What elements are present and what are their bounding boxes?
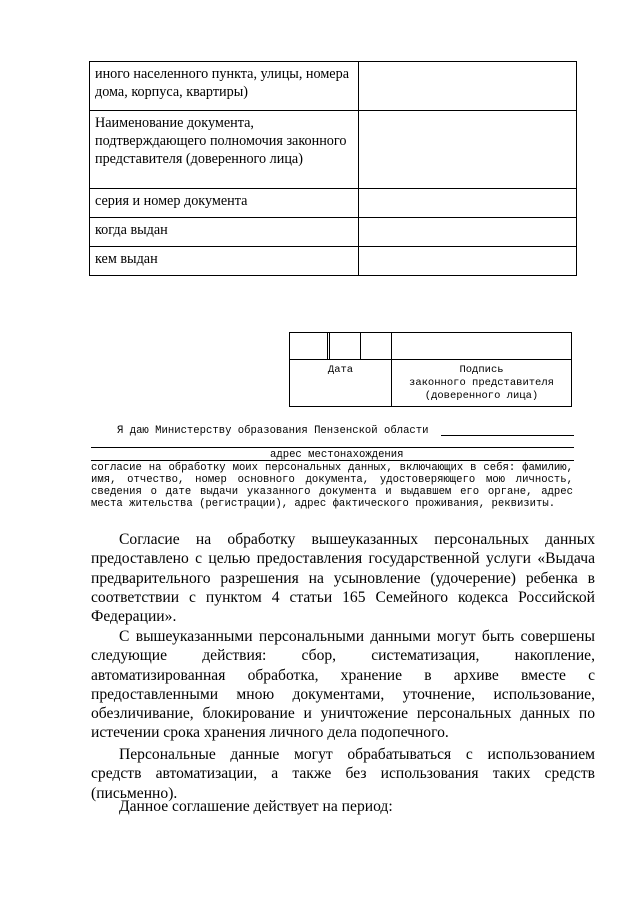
consent-text-line: места жительства (регистрации), адрес фактического проживания, реквизиты. [91, 498, 556, 510]
signature-label: (доверенного лица) [424, 390, 539, 402]
purpose-paragraph: Согласие на обработку вышеуказанных персональных данных предоставлено с целью предоставления государственной услуги «Выдача предварительного разрешения на усыновление (удочерение) ребенка в соответствии с пунктом 4 статьи 165 Семейного кодекса Российской Федерации». [91, 531, 595, 626]
date-cell-divider [329, 333, 330, 359]
document-name-label-cell: Наименование документа, подтверждающего полномочия законного представителя (доверенного лица) [90, 111, 359, 189]
actions-paragraph: С вышеуказанными персональными данными могут быть совершены следующие действия: сбор, систематизация, накопление, автоматизированная обработка, хранение в архиве вместе с предоставленными мною документами, уточнение, использование, обезличивание, блокирование и уничтожение персональных данных по истечении срока хранения личного дела подопечного. [91, 628, 595, 742]
table-row [90, 111, 577, 189]
date-cell-divider [360, 333, 361, 359]
consent-text-line: согласие на обработку моих персональных данных, включающих в себя: фамилию, [91, 462, 573, 474]
date-signature-box [289, 332, 572, 407]
address-label-cell: иного населенного пункта, улицы, номера дома, корпуса, квартиры) [90, 62, 359, 111]
consent-text-line: имя, отчество, номер основного документа, удостоверяющего мою личность, [91, 474, 573, 486]
issue-date-value-cell[interactable] [359, 218, 577, 247]
consent-text-line: сведения о дате выдачи указанного документа и выдавшем его органе, адрес [91, 486, 573, 498]
date-cell-divider [327, 333, 328, 359]
table-row [90, 62, 577, 111]
issued-by-label-cell: кем выдан [90, 247, 359, 276]
box-divider [290, 359, 571, 360]
issued-by-value-cell[interactable] [359, 247, 577, 276]
address-value-cell[interactable] [359, 62, 577, 111]
address-caption: адрес местонахождения [270, 449, 404, 461]
series-number-label-cell: серия и номер документа [90, 189, 359, 218]
table-row [90, 189, 577, 218]
table-row [90, 218, 577, 247]
issue-date-label-cell: когда выдан [90, 218, 359, 247]
processing-paragraph: Персональные данные могут обрабатываться с использованием средств автоматизации, а также без использования таких средств (письменно). [91, 746, 595, 802]
address-blank-line[interactable] [91, 460, 574, 461]
ministry-blank-line[interactable] [441, 435, 574, 436]
validity-paragraph: Данное соглашение действует на период: [119, 798, 393, 815]
table-row [90, 247, 577, 276]
document-name-value-cell[interactable] [359, 111, 577, 189]
address-blank-line[interactable] [91, 447, 574, 448]
consent-intro: Я даю Министерству образования Пензенской области [117, 425, 429, 437]
date-label: Дата [327, 364, 354, 376]
signature-label: законного представителя [409, 377, 554, 389]
applicant-info-table [89, 61, 577, 276]
signature-label: Подпись [459, 364, 504, 376]
series-number-value-cell[interactable] [359, 189, 577, 218]
